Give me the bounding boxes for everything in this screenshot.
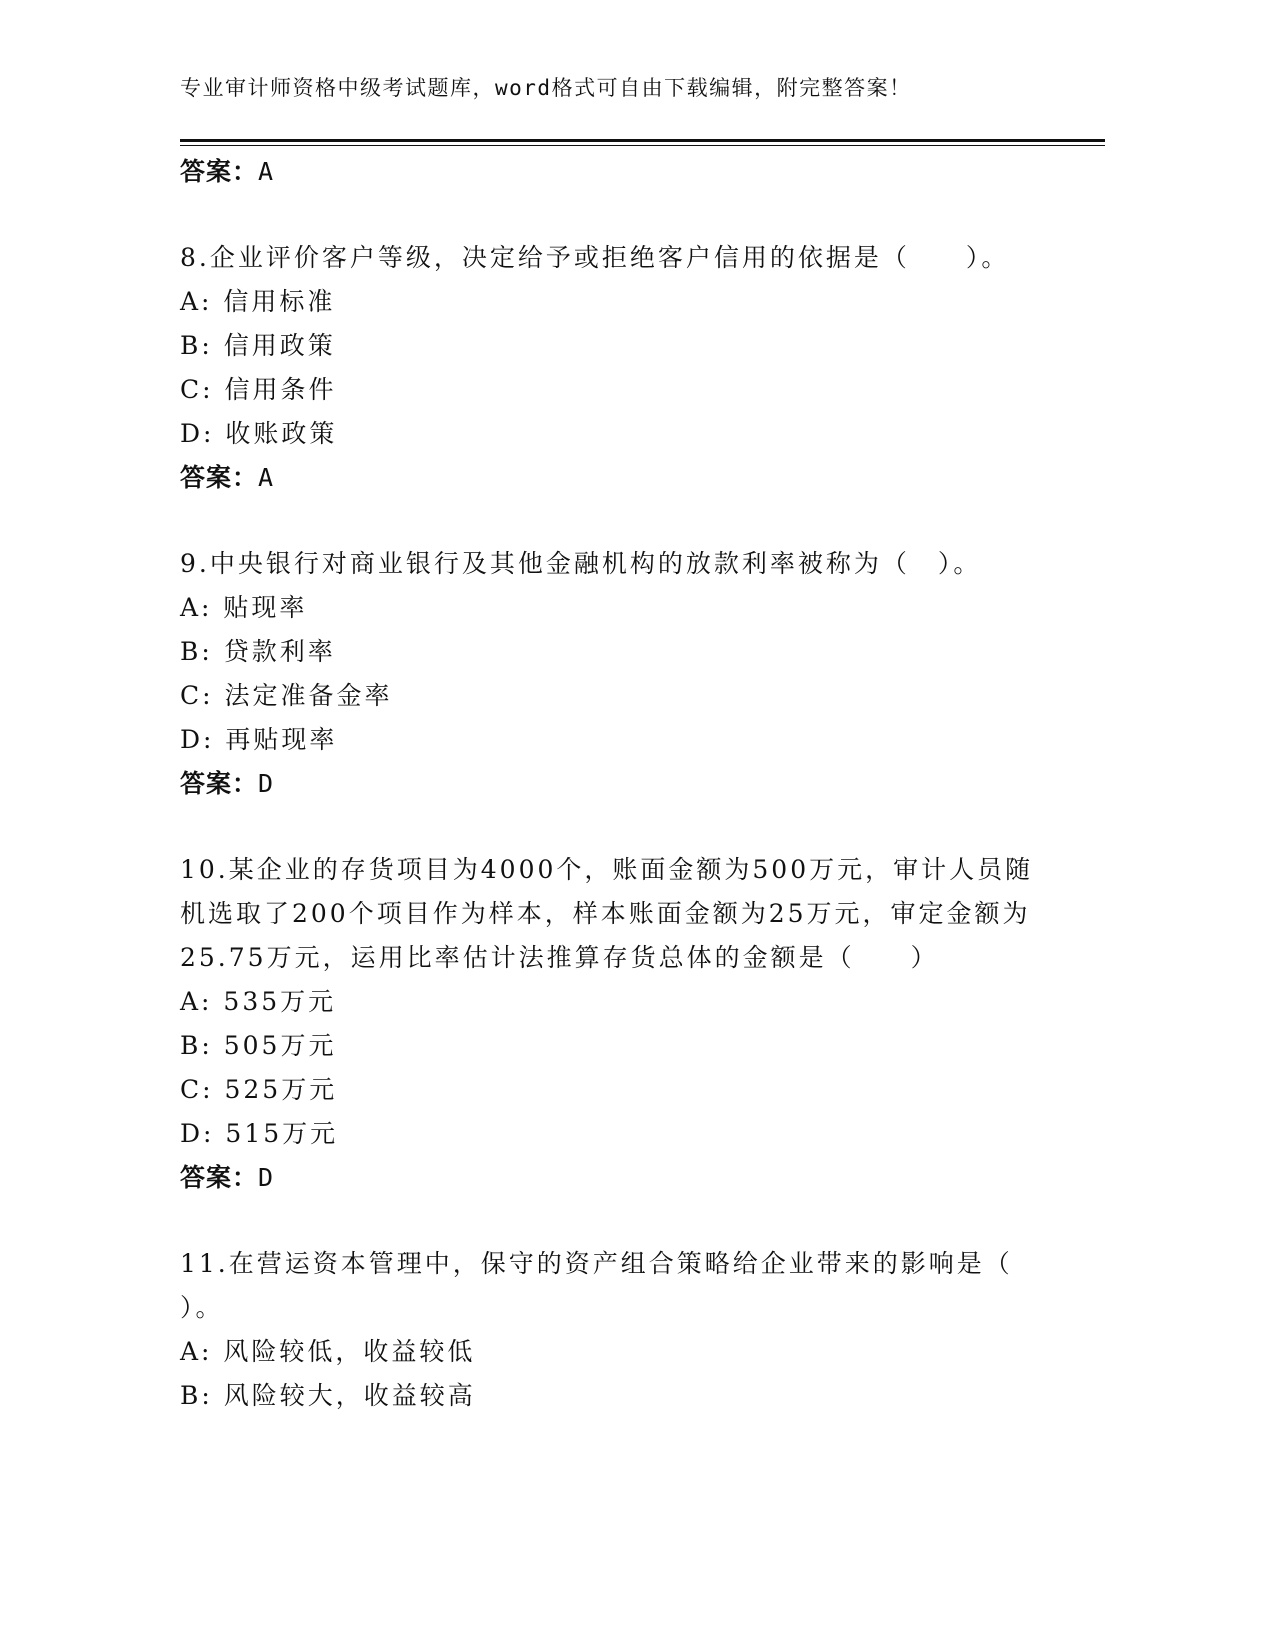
page-header: 专业审计师资格中级考试题库，word格式可自由下载编辑，附完整答案！ — [180, 76, 912, 100]
option-a: A: 贴现率 — [180, 593, 308, 622]
header-rule-thick — [180, 139, 1105, 142]
option-a: A: 风险较低，收益较低 — [180, 1337, 476, 1366]
question-stem-line-1: 10.某企业的存货项目为4000个，账面金额为500万元，审计人员随 — [180, 855, 1034, 884]
option-d: D: 515万元 — [180, 1119, 339, 1148]
question-stem: 9.中央银行对商业银行及其他金融机构的放款利率被称为（ ）。 — [180, 549, 982, 578]
option-a: A: 535万元 — [180, 987, 337, 1016]
answer-line — [180, 1156, 1040, 1200]
question-stem-line-2: ）。 — [180, 1293, 224, 1322]
option-d: D: 收账政策 — [180, 419, 338, 448]
option-c: C: 525万元 — [180, 1075, 338, 1104]
answer-value: D — [258, 1163, 275, 1192]
answer-label: 答案： — [180, 769, 259, 798]
option-c: C: 信用条件 — [180, 375, 337, 404]
option-d: D: 再贴现率 — [180, 725, 338, 754]
option-c: C: 法定准备金率 — [180, 681, 393, 710]
answer-label: 答案： — [180, 463, 259, 492]
answer-line — [180, 762, 1040, 806]
answer-value: A — [258, 463, 275, 492]
answer-value: A — [258, 157, 275, 186]
question-stem-line-1: 11.在营运资本管理中，保守的资产组合策略给企业带来的影响是（ — [180, 1249, 1013, 1278]
question-stem-line-2: 机选取了200个项目作为样本，样本账面金额为25万元，审定金额为 — [180, 899, 1031, 928]
question-stem: 8.企业评价客户等级，决定给予或拒绝客户信用的依据是（ ）。 — [180, 243, 1010, 272]
answer-label: 答案： — [180, 1163, 259, 1192]
header-rule-thin — [180, 145, 1105, 146]
option-b: B: 信用政策 — [180, 331, 336, 360]
question-content — [180, 150, 1040, 1418]
answer-value: D — [258, 769, 275, 798]
answer-line — [180, 456, 1040, 500]
answer-label: 答案： — [180, 157, 259, 186]
question-stem-line-3: 25.75万元，运用比率估计法推算存货总体的金额是（ ） — [180, 943, 939, 972]
answer-line — [180, 150, 1040, 194]
option-b: B: 505万元 — [180, 1031, 337, 1060]
option-a: A: 信用标准 — [180, 287, 336, 316]
option-b: B: 贷款利率 — [180, 637, 336, 666]
option-b: B: 风险较大，收益较高 — [180, 1381, 476, 1410]
